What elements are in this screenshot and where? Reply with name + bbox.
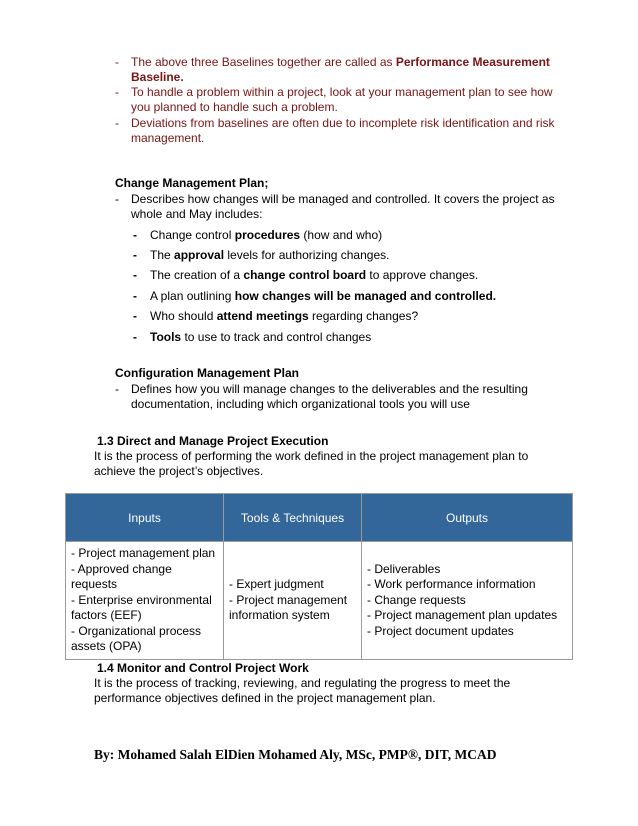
bullet-text-bold-line2: Baseline. [131,70,184,84]
list-item: - Deliverables [367,561,441,576]
list-item: - Project document updates [367,623,514,638]
list-item: - Enterprise environmental [71,592,212,607]
bullet-text: Deviations from baselines are often due to incomplete risk identification and risk [131,116,555,130]
list-item: - Project management [229,592,348,607]
list-item: information system [229,608,330,622]
bullet-dash: - [115,85,119,99]
configuration-management-heading: Configuration Management Plan [115,366,300,380]
header-tools: Tools & Techniques [224,494,362,542]
process-table [65,493,573,660]
change-management-heading: Change Management Plan; [115,176,269,190]
configuration-management-text: documentation, including which organizational tools you will use [131,397,470,411]
bullet-dash: - [115,192,119,206]
change-item: Who should attend meetings regarding changes? [150,309,419,323]
configuration-management-text: Defines how you will manage changes to the deliverables and the resulting [131,382,528,396]
list-item: - Project management plan updates [367,608,558,622]
author-footer: By: Mohamed Salah ElDien Mohamed Aly, MSc, PMP®, DIT, MCAD [94,747,497,762]
bullet-dash: - [133,309,137,323]
bullet-text: To handle a problem within a project, look at your management plan to see how [131,85,553,99]
change-item: Change control procedures (how and who) [150,228,383,242]
list-item: - Work performance information [367,577,536,591]
outputs-cell [362,542,573,660]
list-item: assets (OPA) [71,639,142,653]
section-1-3-title: 1.3 Direct and Manage Project Execution [97,434,329,448]
tools-cell [224,542,362,660]
list-item: - Approved change requests [71,561,172,591]
bullet-dash: - [133,330,137,344]
bullet-dash: - [115,55,119,69]
section-1-3-text: achieve the project’s objectives. [94,464,264,478]
section-1-4-text: performance objectives defined in the project management plan. [94,691,436,705]
bullet-text: management. [131,131,205,145]
bullet-dash: - [133,268,137,282]
bullet-text: you planned to handle such a problem. [131,100,338,114]
header-outputs: Outputs [362,494,573,542]
list-item: factors (EEF) [71,608,142,622]
bullet-text-plain: The above three Baselines together are called as [131,55,396,69]
list-item: - Project management plan [71,546,216,560]
list-item: - Change requests [367,592,466,607]
bullet-text [131,55,550,70]
change-item: The approval levels for authorizing changes. [150,248,390,262]
change-item: A plan outlining how changes will be managed and controlled. [150,289,497,303]
header-inputs: Inputs [66,494,224,542]
bullet-text-bold: Performance Measurement [395,55,550,69]
section-1-4-title: 1.4 Monitor and Control Project Work [97,661,309,675]
bullet-dash: - [115,382,119,396]
bullet-dash: - [133,228,137,242]
change-management-intro: Describes how changes will be managed and controlled. It covers the project as [131,192,555,206]
change-management-intro: whole and May includes: [131,207,263,221]
list-item: - Expert judgment [229,577,324,591]
section-1-3-text: It is the process of performing the work defined in the project management plan to [94,449,529,463]
change-item: The creation of a change control board to approve changes. [150,268,479,282]
inputs-cell [66,542,224,660]
section-1-4-text: It is the process of tracking, reviewing, and regulating the progress to meet the [94,676,511,690]
bullet-dash: - [133,289,137,303]
change-item: Tools to use to track and control changes [150,330,372,344]
bullet-dash: - [133,248,137,262]
list-item: - Organizational process [71,623,202,638]
bullet-dash: - [115,116,119,130]
